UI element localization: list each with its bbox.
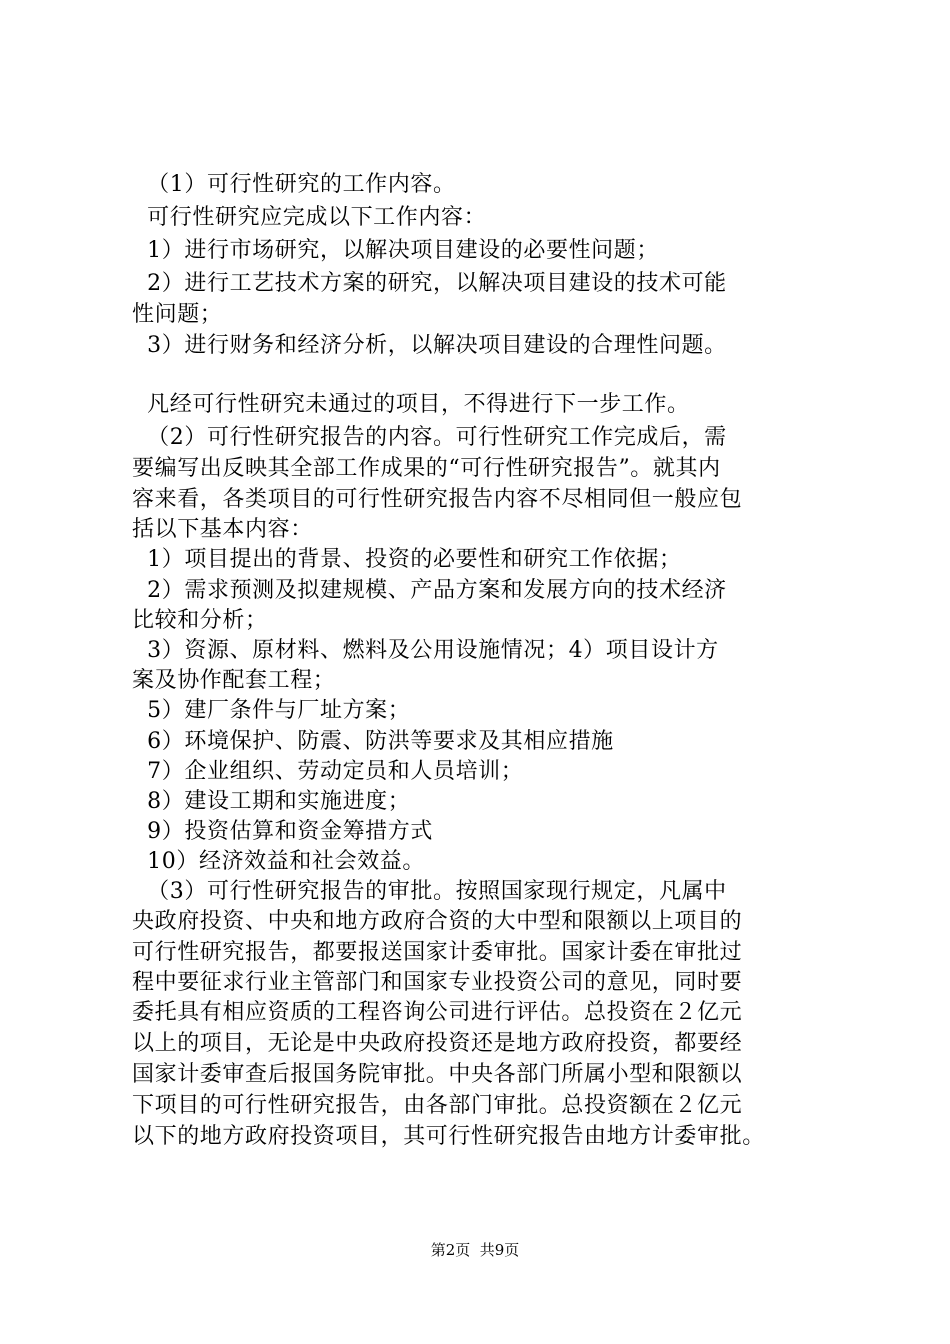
text-line: 程中要征求行业主管部门和国家专业投资公司的意见，同时要 <box>132 970 743 995</box>
text-line: 1）项目提出的背景、投资的必要性和研究工作依据； <box>132 547 682 572</box>
text-line: 下项目的可行性研究报告，由各部门审批。总投资额在２亿元 <box>132 1093 743 1118</box>
text-line: 可行性研究应完成以下工作内容： <box>132 205 487 230</box>
text-line: （1）可行性研究的工作内容。 <box>132 172 456 197</box>
text-line: 3）进行财务和经济分析，以解决项目建设的合理性问题。 <box>132 333 727 358</box>
text-line: 6）环境保护、防震、防洪等要求及其相应措施 <box>132 729 614 754</box>
text-line: 性问题； <box>132 302 223 327</box>
text-line: 7）企业组织、劳动定员和人员培训； <box>132 759 524 784</box>
text-line: 案及协作配套工程； <box>132 668 336 693</box>
text-line: 国家计委审查后报国务院审批。中央各部门所属小型和限额以 <box>132 1062 743 1087</box>
text-line: （3）可行性研究报告的审批。按照国家现行规定，凡属中 <box>132 879 727 904</box>
text-line: 1）进行市场研究，以解决项目建设的必要性问题； <box>132 238 659 263</box>
text-line: 以下的地方政府投资项目，其可行性研究报告由地方计委审批。 <box>132 1124 765 1149</box>
text-line: 括以下基本内容： <box>132 517 313 542</box>
text-line: 可行性研究报告，都要报送国家计委审批。国家计委在审批过 <box>132 940 743 965</box>
text-line: 要编写出反映其全部工作成果的“可行性研究报告”。就其内 <box>132 456 721 481</box>
text-line: 5）建厂条件与厂址方案； <box>132 698 411 723</box>
text-line: 央政府投资、中央和地方政府合资的大中型和限额以上项目的 <box>132 909 743 934</box>
text-line: 以上的项目，无论是中央政府投资还是地方政府投资，都要经 <box>132 1031 743 1056</box>
text-line: 3）资源、原材料、燃料及公用设施情况；4）项目设计方 <box>132 638 719 663</box>
text-line: 委托具有相应资质的工程咨询公司进行评估。总投资在２亿元 <box>132 1000 743 1025</box>
text-line: 2）需求预测及拟建规模、产品方案和发展方向的技术经济 <box>132 578 727 603</box>
text-line: 8）建设工期和实施进度； <box>132 789 411 814</box>
text-line: 9）投资估算和资金筹措方式 <box>132 819 433 844</box>
text-line: 凡经可行性研究未通过的项目，不得进行下一步工作。 <box>132 392 690 417</box>
page-footer: 第2页 共9页 <box>430 1241 520 1259</box>
text-line: 2）进行工艺技术方案的研究，以解决项目建设的技术可能 <box>132 271 727 296</box>
text-line: 10）经济效益和社会效益。 <box>132 849 425 874</box>
text-line: 比较和分析； <box>132 608 268 633</box>
text-line: 容来看，各类项目的可行性研究报告内容不尽相同但一般应包 <box>132 487 743 512</box>
text-line: （2）可行性研究报告的内容。可行性研究工作完成后，需 <box>132 425 727 450</box>
